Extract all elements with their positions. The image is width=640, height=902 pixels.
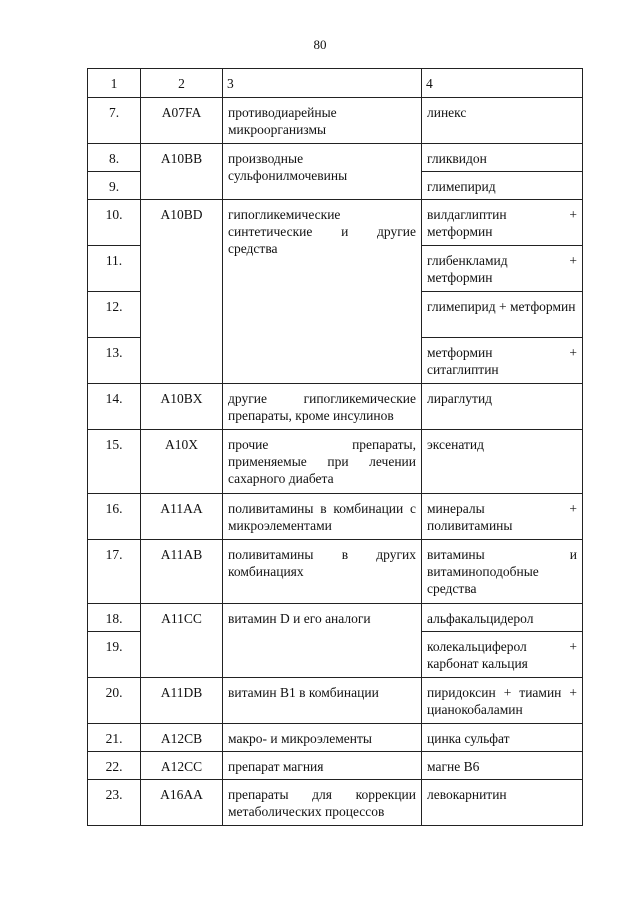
drug-name: цинка сульфат xyxy=(422,724,583,752)
drug-group: витамин D и его аналоги xyxy=(223,604,422,678)
drug-group: витамин В1 в комбинации xyxy=(223,678,422,724)
atc-code: A10BX xyxy=(141,384,223,430)
atc-code: A11AA xyxy=(141,494,223,540)
atc-code: A16AA xyxy=(141,780,223,826)
drug-group: макро- и микроэлементы xyxy=(223,724,422,752)
row-number: 21. xyxy=(88,724,141,752)
table-row xyxy=(88,604,583,632)
table-row xyxy=(88,494,583,540)
drug-group: другие гипогликемические препараты, кроме инсулинов xyxy=(223,384,422,430)
atc-code: A11CC xyxy=(141,604,223,678)
table-row xyxy=(88,678,583,724)
drug-name: магне В6 xyxy=(422,752,583,780)
drug-name: пиридоксин + тиамин + цианокобаламин xyxy=(422,678,583,724)
atc-code: A10BD xyxy=(141,200,223,384)
row-number: 7. xyxy=(88,98,141,144)
drug-group: препараты для коррекции метаболических процессов xyxy=(223,780,422,826)
drug-name: витамины и витаминоподобные средства xyxy=(422,540,583,604)
drug-name: гликвидон xyxy=(422,144,583,172)
atc-code: A12CB xyxy=(141,724,223,752)
drug-name: колекальциферол + карбонат кальция xyxy=(422,632,583,678)
drug-name: глимепирид xyxy=(422,172,583,200)
drug-group: прочие препараты, применяемые при лечении сахарного диабета xyxy=(223,430,422,494)
atc-code: A10X xyxy=(141,430,223,494)
drug-table xyxy=(87,68,583,826)
drug-name: лираглутид xyxy=(422,384,583,430)
atc-code: A07FA xyxy=(141,98,223,144)
drug-group: поливитамины в других комбинациях xyxy=(223,540,422,604)
drug-group: препарат магния xyxy=(223,752,422,780)
row-number: 23. xyxy=(88,780,141,826)
header-col-4: 4 xyxy=(422,69,583,98)
atc-code: A12CC xyxy=(141,752,223,780)
table-row xyxy=(88,540,583,604)
row-number: 18. xyxy=(88,604,141,632)
row-number: 15. xyxy=(88,430,141,494)
drug-group: противодиарейные микроорганизмы xyxy=(223,98,422,144)
row-number: 16. xyxy=(88,494,141,540)
drug-group: гипогликемические синтетические и другие средства xyxy=(223,200,422,384)
table-header-row xyxy=(88,69,583,98)
atc-code: A11DB xyxy=(141,678,223,724)
drug-name: эксенатид xyxy=(422,430,583,494)
row-number: 13. xyxy=(88,338,141,384)
header-col-3: 3 xyxy=(223,69,422,98)
drug-group: поливитамины в комбинации с микроэлементами xyxy=(223,494,422,540)
row-number: 22. xyxy=(88,752,141,780)
row-number: 20. xyxy=(88,678,141,724)
row-number: 10. xyxy=(88,200,141,246)
table-row xyxy=(88,200,583,246)
table-row xyxy=(88,724,583,752)
drug-name: метформин + ситаглиптин xyxy=(422,338,583,384)
row-number: 12. xyxy=(88,292,141,338)
page-number: 80 xyxy=(313,37,327,52)
drug-name: минералы + поливитамины xyxy=(422,494,583,540)
atc-code: A11AB xyxy=(141,540,223,604)
row-number: 17. xyxy=(88,540,141,604)
drug-name: глибенкламид + метформин xyxy=(422,246,583,292)
row-number: 11. xyxy=(88,246,141,292)
row-number: 19. xyxy=(88,632,141,678)
drug-name: альфакальцидерол xyxy=(422,604,583,632)
row-number: 9. xyxy=(88,172,141,200)
table-row xyxy=(88,384,583,430)
header-col-1: 1 xyxy=(88,69,141,98)
header-col-2: 2 xyxy=(141,69,223,98)
row-number: 8. xyxy=(88,144,141,172)
drug-group: производные сульфонилмочевины xyxy=(223,144,422,200)
table-row xyxy=(88,144,583,172)
row-number: 14. xyxy=(88,384,141,430)
table-row xyxy=(88,780,583,826)
table-row xyxy=(88,752,583,780)
table-row xyxy=(88,430,583,494)
atc-code: A10BB xyxy=(141,144,223,200)
drug-name: линекс xyxy=(422,98,583,144)
table-row xyxy=(88,98,583,144)
drug-name: вилдаглиптин + метформин xyxy=(422,200,583,246)
drug-name: левокарнитин xyxy=(422,780,583,826)
drug-name: глимепирид + метформин xyxy=(422,292,583,338)
